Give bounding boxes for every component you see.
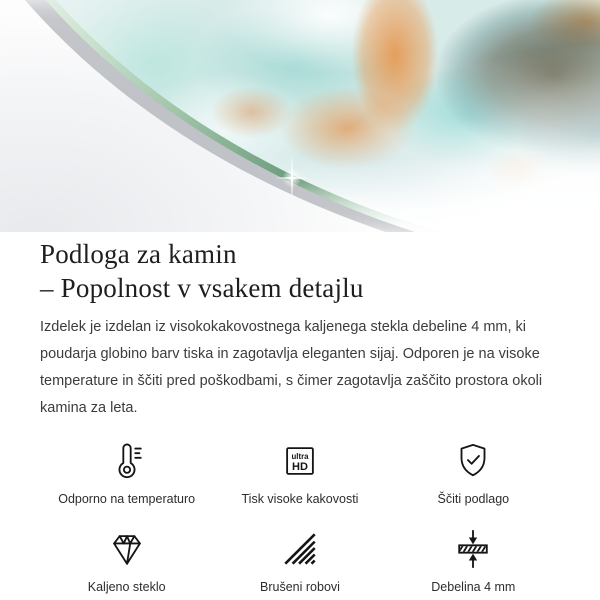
feature-label: Brušeni robovi (260, 580, 340, 594)
diamond-icon (104, 526, 150, 572)
shield-check-icon (450, 438, 496, 484)
thickness-press-icon (450, 526, 496, 572)
diamond-icon (104, 526, 150, 572)
ultra-hd-icon (277, 438, 323, 484)
brushed-edges-icon (277, 526, 323, 572)
product-info-section (0, 232, 600, 594)
thermometer-icon (104, 438, 150, 484)
page-title (40, 232, 560, 305)
feature-print-quality (213, 432, 386, 506)
page-title-line2: – Popolnost v vsakem detajlu (40, 273, 364, 303)
thermometer-icon (104, 438, 150, 484)
feature-protects-surface (387, 432, 560, 506)
product-description: Izdelek je izdelan iz visokokakovostnega kaljenega stekla debeline 4 mm, ki poudarja globino barv tiska in zagotavlja eleganten sijaj. Odporen je na visoke temperature in ščiti pred poškodbami, s čimer zagotavlja zaščito prostora okoli kamina za leta. (40, 319, 543, 416)
feature-polished-edges (213, 520, 386, 594)
svg-text:HD: HD (292, 461, 308, 474)
features-grid (40, 432, 560, 594)
feature-temperature-resistant (40, 432, 213, 506)
feature-label: Tisk visoke kakovosti (241, 492, 359, 506)
feature-label: Ščiti podlago (437, 492, 510, 506)
shield-check-icon (450, 438, 496, 484)
feature-label: Odporno na temperaturo (58, 492, 196, 506)
feature-thickness (387, 520, 560, 594)
feature-tempered-glass (40, 520, 213, 594)
ultra-hd-icon (277, 438, 323, 484)
page-title-line1: Podloga za kamin (40, 239, 237, 269)
svg-text:ultra: ultra (291, 452, 309, 462)
feature-label: Kaljeno steklo (87, 580, 166, 594)
thickness-press-icon (450, 526, 496, 572)
feature-label: Debelina 4 mm (431, 580, 516, 594)
brushed-edges-icon (277, 526, 323, 572)
product-hero-image (0, 0, 600, 232)
